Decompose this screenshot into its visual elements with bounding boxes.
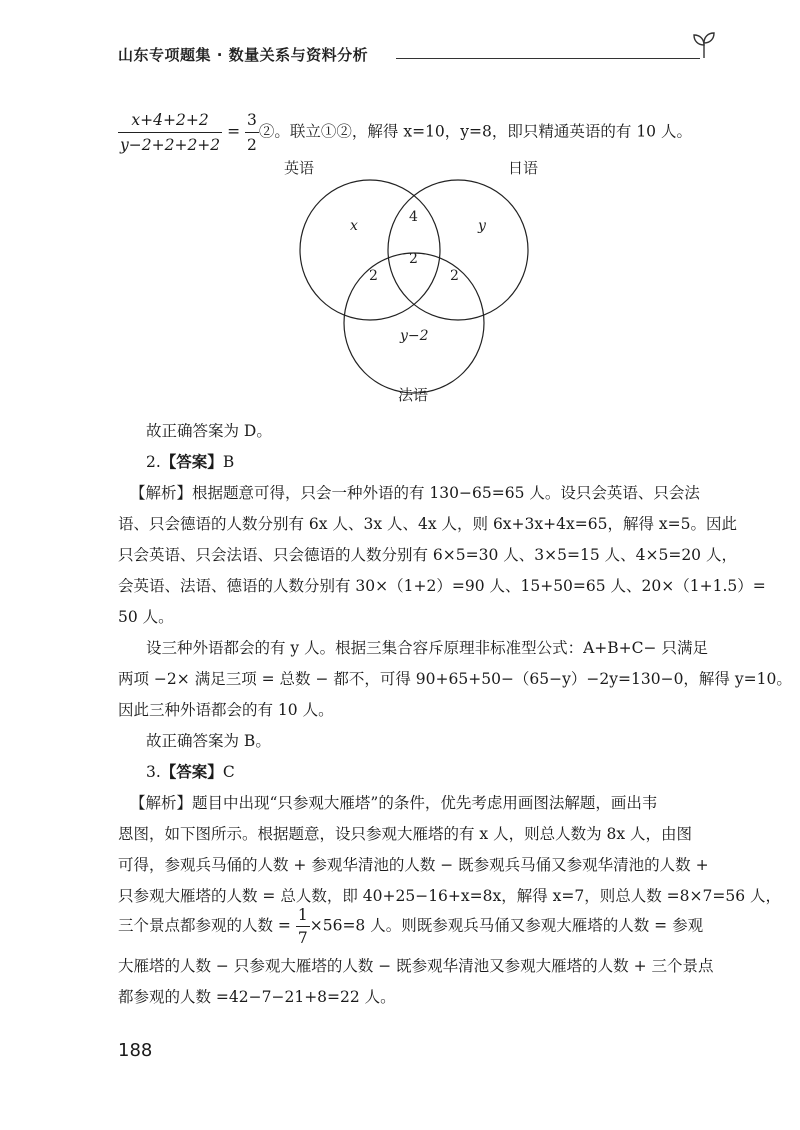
q3-answer-value: C bbox=[222, 763, 235, 781]
q3-fraction bbox=[296, 904, 310, 949]
q3-fraction-line bbox=[118, 904, 718, 949]
q3-analysis-line-1: 【解析】题目中出现“只参观大雁塔”的条件，优先考虑用画图法解题，画出韦 bbox=[130, 794, 658, 812]
q3-tail-line-1: 大雁塔的人数 − 只参观大雁塔的人数 − 既参观华清池又参观大雁塔的人数 + 三个景点 bbox=[118, 957, 714, 975]
label-japanese: 日语 bbox=[508, 159, 539, 177]
intro-frac-numerator: x+4+2+2 bbox=[118, 108, 222, 133]
q2-conclusion: 故正确答案为 B。 bbox=[146, 732, 271, 750]
q3-analysis-line-4: 只参观大雁塔的人数 = 总人数，即 40+25−16+x=8x，解得 x=7，则总人数 =8×7=56 人， bbox=[118, 887, 782, 905]
q2-analysis-line-5: 50 人。 bbox=[118, 608, 174, 626]
region-french-only: y−2 bbox=[400, 328, 429, 344]
q2-answer-value: B bbox=[222, 453, 235, 471]
q2-para2-line-3: 因此三种外语都会的有 10 人。 bbox=[118, 701, 334, 719]
q2-analysis-line-4: 会英语、法语、德语的人数分别有 30×（1+2）=90 人、15+50=65 人、20×（1+1.5）= bbox=[118, 577, 766, 595]
q2-answer-number: 2. bbox=[146, 453, 161, 471]
sprout-icon bbox=[690, 28, 718, 60]
q3-answer-number: 3. bbox=[146, 763, 161, 781]
japanese-circle bbox=[388, 180, 528, 320]
q2-analysis-line-1: 【解析】根据题意可得，只会一种外语的有 130−65=65 人。设只会英语、只会法 bbox=[130, 484, 700, 502]
header-title: 山东专项题集 · 数量关系与资料分析 bbox=[118, 46, 369, 64]
label-english: 英语 bbox=[284, 159, 315, 177]
label-french: 法语 bbox=[398, 386, 429, 404]
english-circle bbox=[300, 180, 440, 320]
q3-frac-numerator: 1 bbox=[296, 904, 310, 927]
venn-diagram bbox=[270, 155, 560, 415]
q3-analysis-line-2: 恩图，如下图所示。根据题意，设只参观大雁塔的有 x 人，则总人数为 8x 人，由图 bbox=[118, 825, 693, 843]
region-all-three: 2 bbox=[409, 251, 418, 267]
region-english-only: x bbox=[350, 218, 358, 234]
q1-conclusion: 故正确答案为 D。 bbox=[146, 422, 272, 440]
q3-frac-prefix: 三个景点都参观的人数 = bbox=[118, 916, 291, 935]
intro-rhs-denominator: 2 bbox=[247, 136, 257, 154]
q2-para2-line-1: 设三种外语都会的有 y 人。根据三集合容斥原理非标准型公式：A+B+C− 只满足 bbox=[146, 639, 708, 657]
q2-para2-line-2: 两项 −2× 满足三项 = 总数 − 都不，可得 90+65+50−（65−y）−2y=130−0，解得 y=10。 bbox=[118, 670, 792, 688]
q3-analysis-line-3: 可得，参观兵马俑的人数 + 参观华清池的人数 − 既参观兵马俑又参观华清池的人数 + bbox=[118, 856, 709, 874]
intro-frac-denominator: y−2+2+2+2 bbox=[120, 136, 221, 154]
region-japanese-french: 2 bbox=[450, 268, 459, 284]
page-number: 188 bbox=[118, 1040, 153, 1061]
q3-answer bbox=[146, 762, 746, 782]
q3-answer-label: 【答案】 bbox=[160, 763, 223, 781]
intro-rhs-numerator: 3 bbox=[245, 108, 259, 133]
q2-analysis-line-3: 只会英语、只会法语、只会德语的人数分别有 6×5=30 人、3×5=15 人、4×5=20 人， bbox=[118, 546, 737, 564]
q3-frac-suffix: ×56=8 人。则既参观兵马俑又参观大雁塔的人数 = 参观 bbox=[309, 916, 704, 935]
q2-answer bbox=[146, 452, 746, 472]
q2-answer-label: 【答案】 bbox=[160, 453, 223, 471]
intro-rest: ②。联立①②，解得 x=10，y=8，即只精通英语的有 10 人。 bbox=[258, 122, 692, 141]
region-english-french: 2 bbox=[369, 268, 378, 284]
q3-tail-line-2: 都参观的人数 =42−7−21+8=22 人。 bbox=[118, 988, 396, 1006]
intro-fraction bbox=[118, 108, 222, 157]
intro-line bbox=[118, 108, 718, 157]
intro-equals: = bbox=[227, 122, 241, 141]
q3-frac-denominator: 7 bbox=[297, 929, 308, 947]
french-circle bbox=[344, 253, 484, 393]
region-japanese-only: y bbox=[478, 218, 486, 234]
q2-analysis-line-2: 语、只会德语的人数分别有 6x 人、3x 人、4x 人，则 6x+3x+4x=65，解得 x=5。因此 bbox=[118, 515, 737, 533]
region-english-japanese: 4 bbox=[409, 209, 418, 225]
header-rule bbox=[396, 58, 700, 59]
intro-rhs-fraction bbox=[245, 108, 259, 157]
